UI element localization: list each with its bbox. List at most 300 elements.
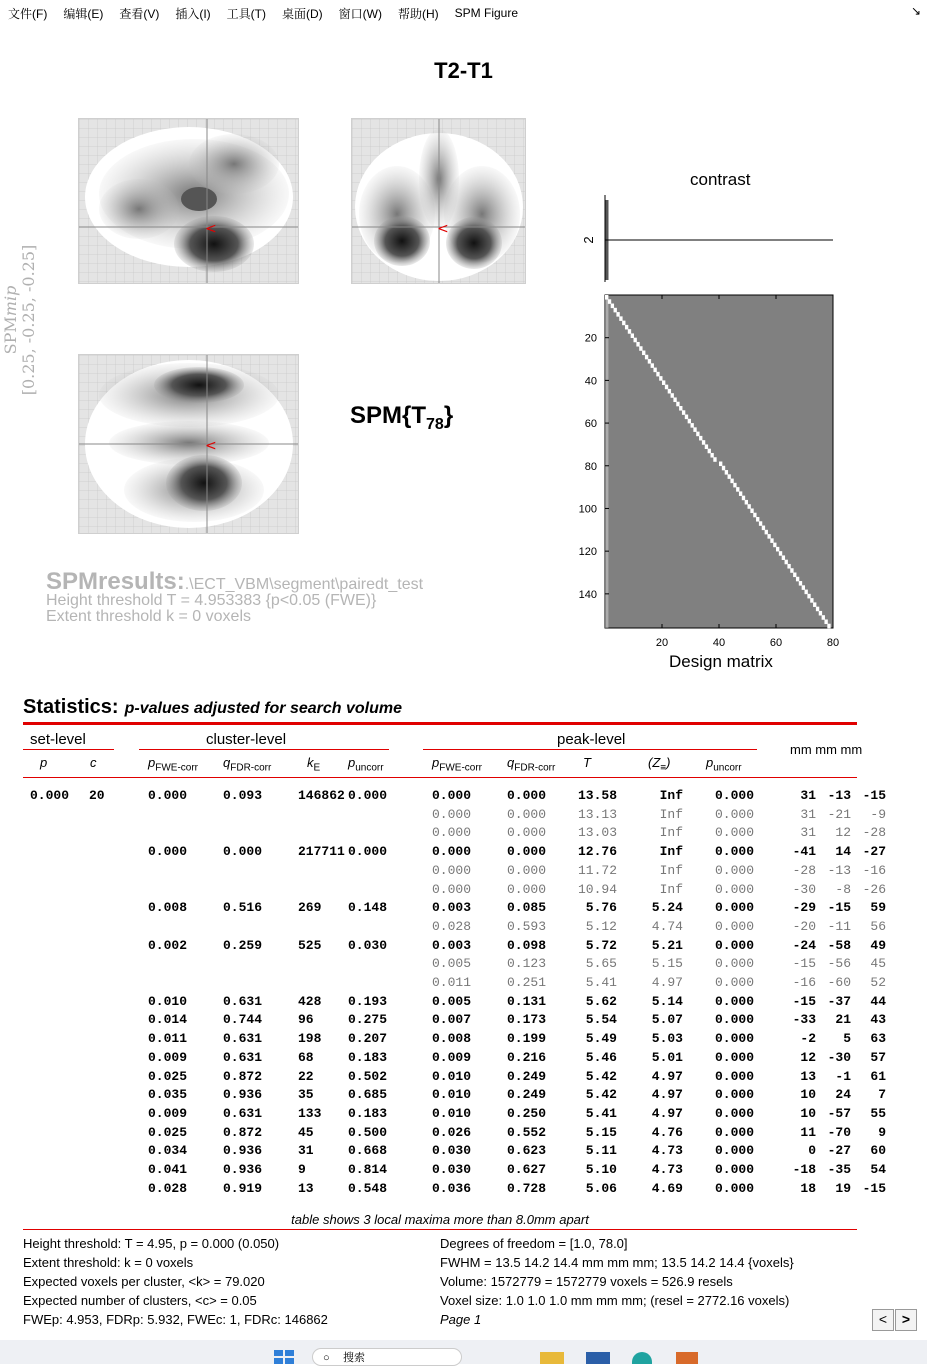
cell-x: 11 [800,1124,816,1140]
cell-qfdr_c: 0.872 [223,1124,263,1140]
cell-punc_c: 0.183 [348,1105,388,1121]
cell-pfwe_p: 0.003 [432,937,472,953]
design-diagonal-cell [665,385,668,390]
cell-ke: 198 [298,1031,322,1047]
cell-x: -30 [792,881,816,897]
design-diagonal-cell [722,466,725,471]
cell-z: 4.97 [651,1105,683,1121]
cell-qfdr_c: 0.936 [223,1143,263,1159]
cell-qfdr_p: 0.173 [507,1012,547,1028]
cell-t: 5.42 [585,1068,617,1084]
cell-punc_p: 0.000 [715,937,755,953]
y-tick-label: 100 [578,503,597,516]
cell-punc_c: 0.548 [348,1180,388,1196]
table-row[interactable] [0,844,927,862]
cell-zz: 55 [870,1105,886,1121]
cell-y: 14 [835,844,851,860]
design-diagonal-cell [691,423,694,428]
cell-qfdr_p: 0.249 [507,1087,547,1103]
cell-x: -41 [792,844,816,860]
design-diagonal-cell [736,487,739,492]
contrast-plot[interactable] [575,190,840,285]
cell-y: -27 [827,1143,851,1159]
svg-text:<: < [205,221,217,237]
col-z: $(Z_\equiv)$ [648,755,671,774]
cell-t: 12.76 [577,844,617,860]
col-t: T [583,755,591,770]
table-row[interactable] [0,807,927,825]
cell-zz: -16 [862,862,886,878]
dock-arrow-icon[interactable]: ↘ [910,4,921,18]
design-diagonal-cell [699,436,702,441]
table-row[interactable] [0,900,927,918]
table-row[interactable] [0,882,927,900]
cell-ke: 31 [298,1143,314,1159]
cell-pfwe_c: 0.035 [148,1087,188,1103]
design-diagonal-cell [759,521,762,526]
menu-item-4[interactable]: 工具(T) [226,6,266,21]
footer-left [23,1234,328,1329]
cell-t: 5.12 [585,918,617,934]
design-diagonal-cell [793,573,796,578]
y-tick-label: 60 [584,418,597,431]
table-row[interactable] [0,1087,927,1105]
table-row[interactable] [0,1181,927,1199]
design-diagonal-cell [702,440,705,445]
cell-zz: -15 [862,788,886,803]
next-page-button[interactable]: > [895,1309,917,1331]
design-diagonal-cell [668,389,671,394]
cell-t: 5.15 [585,1124,617,1140]
design-diagonal-cell [779,551,782,556]
cell-punc_c: 0.500 [348,1124,388,1140]
design-diagonal-cell [742,496,745,501]
col-c: c [90,755,97,770]
cell-z: 5.07 [651,1012,683,1028]
cell-ke: 133 [298,1105,322,1121]
cell-punc_p: 0.000 [715,1049,755,1065]
set-level-rule [23,749,114,750]
design-matrix[interactable] [560,290,850,655]
table-row[interactable] [0,1162,927,1180]
app-icon-1[interactable] [540,1352,564,1364]
cell-x: -15 [792,956,816,972]
cell-x: 18 [800,1180,816,1196]
cell-zz: 59 [870,900,886,916]
cell-punc_c: 0.668 [348,1143,388,1159]
cell-x: 31 [800,825,816,841]
cell-z: 4.73 [651,1162,683,1177]
cell-pfwe_p: 0.008 [432,1031,472,1047]
table-row[interactable] [0,994,927,1012]
cell-z: 4.69 [651,1180,683,1196]
app-icon-2[interactable] [586,1352,610,1364]
design-diagonal-cell [705,444,708,449]
app-icon-3[interactable] [632,1352,652,1364]
table-footnote: table shows 3 local maxima more than 8.0mm apart [291,1212,589,1227]
cell-ke: 68 [298,1049,314,1065]
cell-pfwe_p: 0.000 [432,844,472,860]
cluster-level-header: cluster-level [206,731,287,748]
cell-pfwe_p: 0.009 [432,1049,472,1065]
height-threshold-text: Height threshold T = 4.953383 {p<0.05 (FWE)} [46,592,377,609]
menubar [0,0,927,26]
cell-y: -56 [827,956,851,972]
cell-zz: 7 [878,1087,886,1103]
cell-z: 5.21 [651,937,683,953]
cell-t: 5.49 [585,1031,617,1047]
cell-ke: 22 [298,1068,314,1084]
cell-t: 13.58 [577,788,617,803]
table-row[interactable] [0,788,927,806]
cell-x: -33 [792,1012,816,1028]
table-row[interactable] [0,1069,927,1087]
cell-pfwe_p: 0.000 [432,806,472,822]
col-pfwe-cluster: $p_{FWE-corr}$ [148,755,199,774]
cell-zz: -9 [870,806,886,822]
cell-punc_p: 0.000 [715,1087,755,1103]
table-row[interactable] [0,975,927,993]
figure-title: T2-T1 [434,58,493,83]
design-diagonal-cell [822,615,825,620]
app-icon-4[interactable] [676,1352,698,1364]
menu-item-1[interactable]: 编辑(E) [63,6,104,21]
cell-qfdr_c: 0.631 [223,1105,263,1121]
design-diagonal-cell [816,607,819,612]
cell-z: 4.97 [651,1087,683,1103]
design-diagonal-cell [651,363,654,368]
cell-pfwe_c: 0.000 [148,788,188,803]
cell-punc_p: 0.000 [715,1068,755,1084]
cell-y: 5 [843,1031,851,1047]
cell-x: 31 [800,788,816,803]
windows-start-icon[interactable] [274,1350,294,1364]
cell-qfdr_p: 0.000 [507,844,547,860]
design-diagonal-cell [642,351,645,356]
design-diagonal-cell [767,534,770,539]
taskbar-search-input[interactable] [312,1348,462,1366]
cell-punc_c: 0.814 [348,1162,388,1177]
spm-mip-label [2,245,38,396]
spm-mip-mip: mip [1,285,20,317]
cell-y: 21 [835,1012,851,1028]
cell-pfwe_c: 0.000 [148,844,188,860]
design-diagonal-cell [679,406,682,411]
menu-item-2[interactable]: 查看(V) [119,6,160,21]
menu-item-6[interactable]: 窗口(W) [338,6,382,21]
cell-z: Inf [659,825,683,841]
cell-z: 4.97 [651,975,683,990]
design-diagonal-cell [628,329,631,334]
footer-right-line: Volume: 1572779 = 1572779 voxels = 526.9 resels [440,1274,733,1289]
cell-punc_c: 0.685 [348,1087,388,1103]
cell-z: Inf [659,862,683,878]
design-diagonal-cell [728,474,731,479]
design-diagonal-cell [662,380,665,385]
cell-y: -15 [827,900,851,916]
footer-right-line: FWHM = 13.5 14.2 14.4 mm mm mm; 13.5 14.2 14.4 {voxels} [440,1255,794,1270]
design-diagonal-cell [673,397,676,402]
cell-qfdr_c: 0.872 [223,1068,263,1084]
y-tick-label: 80 [584,460,597,473]
col-qfdr-cluster: $q_{FDR-corr}$ [223,755,272,774]
cell-pfwe_p: 0.000 [432,881,472,897]
cell-pfwe_p: 0.010 [432,1068,472,1084]
design-diagonal-cell [827,624,830,629]
cell-pfwe_p: 0.036 [432,1180,472,1196]
cell-pfwe_c: 0.010 [148,993,188,1009]
statistics-subtitle: p-values adjusted for search volume [124,700,403,717]
cell-punc_p: 0.000 [715,975,755,990]
search-icon: ○ [323,1352,330,1364]
cell-x: 31 [800,806,816,822]
cell-qfdr_c: 0.516 [223,900,263,916]
design-diagonal-cell [799,581,802,586]
cell-qfdr_p: 0.250 [507,1105,547,1121]
cell-punc_p: 0.000 [715,1012,755,1028]
stats-bottom-rule [23,1229,857,1230]
cell-x: 13 [800,1068,816,1084]
cell-z: 4.73 [651,1143,683,1159]
cell-t: 13.13 [577,806,617,822]
design-diagonal-cell [645,355,648,360]
cell-punc_p: 0.000 [715,900,755,916]
cell-pfwe_c: 0.025 [148,1068,188,1084]
cell-qfdr_p: 0.627 [507,1162,547,1177]
cell-zz: 54 [870,1162,886,1177]
cell-punc_p: 0.000 [715,993,755,1009]
cell-punc_p: 0.000 [715,844,755,860]
prev-page-button[interactable]: < [872,1309,894,1331]
y-tick-label: 20 [584,332,597,345]
design-diagonal-cell [685,415,688,420]
cell-punc_p: 0.000 [715,918,755,934]
cell-qfdr_p: 0.593 [507,918,547,934]
cell-pfwe_p: 0.005 [432,993,472,1009]
design-diagonal-cell [634,338,637,343]
cell-pfwe_p: 0.030 [432,1162,472,1177]
cell-x: -16 [792,975,816,990]
cell-zz: 44 [870,993,886,1009]
cell-y: -11 [827,918,851,934]
cell-pfwe_p: 0.000 [432,788,472,803]
cell-y: -58 [827,937,851,953]
footer-left-line: Expected voxels per cluster, <k> = 79.020 [23,1274,265,1289]
cell-zz: -28 [862,825,886,841]
cell-ke: 525 [298,937,322,953]
cell-z: Inf [659,844,683,860]
design-diagonal-cell [648,359,651,364]
footer-right [440,1234,794,1329]
cell-z: Inf [659,806,683,822]
cell-y: -60 [827,975,851,990]
cell-pfwe_c: 0.009 [148,1049,188,1065]
design-diagonal-cell [688,419,691,424]
cell-qfdr_c: 0.744 [223,1012,263,1028]
cell-t: 5.72 [585,937,617,953]
table-row[interactable] [0,1012,927,1030]
design-diagonal-cell [790,568,793,573]
menu-item-7[interactable]: 帮助(H) [397,6,439,21]
footer-left-line: Extent threshold: k = 0 voxels [23,1255,194,1270]
table-row[interactable] [0,919,927,937]
cell-p: 0.000 [30,788,70,803]
footer-right-line: Page 1 [440,1312,482,1327]
cell-x: -20 [792,918,816,934]
cell-qfdr_c: 0.259 [223,937,263,953]
cell-z: 4.76 [651,1124,683,1140]
cell-punc_p: 0.000 [715,1180,755,1196]
cell-qfdr_p: 0.728 [507,1180,547,1196]
cell-qfdr_p: 0.000 [507,862,547,878]
design-diagonal-cell [708,449,711,454]
cell-pfwe_c: 0.028 [148,1180,188,1196]
cell-pfwe_c: 0.008 [148,900,188,916]
cell-qfdr_p: 0.000 [507,825,547,841]
cell-y: 12 [835,825,851,841]
cell-y: -13 [827,862,851,878]
cell-t: 5.54 [585,1012,617,1028]
cell-pfwe_p: 0.007 [432,1012,472,1028]
cell-qfdr_c: 0.919 [223,1180,263,1196]
table-row[interactable] [0,825,927,843]
design-diagonal-cell [611,304,614,309]
design-diagonal-cell [616,312,619,317]
cell-punc_p: 0.000 [715,956,755,972]
cell-z: 4.74 [651,918,683,934]
table-row[interactable] [0,1050,927,1068]
design-diagonal-cell [770,538,773,543]
cell-pfwe_p: 0.030 [432,1143,472,1159]
cell-punc_c: 0.207 [348,1031,388,1047]
design-diagonal-cell [614,308,617,313]
design-diagonal-cell [730,479,733,484]
cell-ke: 217711 [298,844,345,860]
cell-z: 5.24 [651,900,683,916]
footer-left-line: FWEp: 4.953, FDRp: 5.932, FWEc: 1, FDRc: 146862 [23,1312,328,1327]
cell-ke: 13 [298,1180,314,1196]
design-diagonal-cell [733,483,736,488]
cell-t: 5.62 [585,993,617,1009]
cell-t: 5.41 [585,1105,617,1121]
table-row[interactable] [0,1106,927,1124]
x-tick-label: 40 [712,637,726,649]
cell-zz: 43 [870,1012,886,1028]
cell-pfwe_p: 0.005 [432,956,472,972]
cell-pfwe_c: 0.009 [148,1105,188,1121]
cell-punc_c: 0.030 [348,937,388,953]
results-path: .\ECT_VBM\segment\pairedt_test [184,576,424,593]
design-diagonal-cell [710,453,713,458]
cell-ke: 45 [298,1124,314,1140]
design-diagonal-cell [605,295,608,300]
cell-x: 0 [808,1143,816,1159]
menu-item-3[interactable]: 插入(I) [175,6,211,21]
table-row[interactable] [0,1143,927,1161]
cell-qfdr_c: 0.936 [223,1162,263,1177]
design-diagonal-cell [819,611,822,616]
cell-y: -37 [827,993,851,1009]
table-row[interactable] [0,863,927,881]
design-diagonal-cell [696,432,699,437]
cell-pfwe_p: 0.026 [432,1124,472,1140]
design-diagonal-cell [750,508,753,513]
cell-punc_p: 0.000 [715,862,755,878]
cell-qfdr_p: 0.199 [507,1031,547,1047]
cell-z: Inf [659,881,683,897]
design-diagonal-cell [810,598,813,603]
cell-y: 19 [835,1180,851,1196]
design-diagonal-cell [719,462,722,467]
design-diagonal-cell [753,513,756,518]
cell-z: 5.15 [651,956,683,972]
cell-zz: 60 [870,1143,886,1159]
cell-qfdr_p: 0.098 [507,937,547,953]
design-diagonal-cell [813,602,816,607]
cell-qfdr_p: 0.552 [507,1124,547,1140]
spm-results-info [46,568,424,625]
cell-ke: 428 [298,993,322,1009]
table-row[interactable] [0,938,927,956]
cell-t: 5.65 [585,956,617,972]
design-diagonal-cell [782,555,785,560]
design-diagonal-cell [676,402,679,407]
design-diagonal-cell [748,504,751,509]
cell-y: 24 [835,1087,851,1103]
menu-item-8[interactable]: SPM Figure [454,6,519,20]
cluster-level-rule [139,749,389,750]
cell-t: 5.41 [585,975,617,990]
menu-item-0[interactable]: 文件(F) [8,6,48,21]
menu-item-5[interactable]: 桌面(D) [281,6,323,21]
cell-zz: 9 [878,1124,886,1140]
cell-pfwe_p: 0.003 [432,900,472,916]
col-punc-cluster: $p_{uncorr}$ [348,755,384,774]
cell-pfwe_c: 0.025 [148,1124,188,1140]
cell-pfwe_c: 0.002 [148,937,188,953]
cell-qfdr_p: 0.000 [507,788,547,803]
cell-punc_p: 0.000 [715,1031,755,1047]
statistics-title: Statistics: p-values adjusted for search volume [23,696,403,718]
cell-y: -1 [835,1068,851,1084]
svg-text:<: < [437,221,449,237]
x-tick-label: 80 [826,637,840,649]
cell-punc_c: 0.275 [348,1012,388,1028]
cell-punc_c: 0.148 [348,900,388,916]
design-diagonal-cell [805,590,808,595]
cell-zz: 49 [870,937,886,953]
cell-punc_c: 0.193 [348,993,388,1009]
cell-qfdr_c: 0.093 [223,788,263,803]
cell-y: -70 [827,1124,851,1140]
design-diagonal-cell [745,500,748,505]
design-diagonal-cell [807,594,810,599]
table-row[interactable] [0,956,927,974]
table-row[interactable] [0,1125,927,1143]
cell-zz: -27 [862,844,886,860]
cell-pfwe_p: 0.011 [432,975,472,990]
cell-zz: -26 [862,881,886,897]
cell-pfwe_p: 0.028 [432,918,472,934]
taskbar [0,1340,927,1364]
cell-t: 5.06 [585,1180,617,1196]
table-row[interactable] [0,1031,927,1049]
svg-text:<: < [205,438,217,454]
cell-x: -18 [792,1162,816,1177]
cell-punc_p: 0.000 [715,1162,755,1177]
design-diagonal-cell [653,368,656,373]
design-diagonal-cell [824,619,827,624]
